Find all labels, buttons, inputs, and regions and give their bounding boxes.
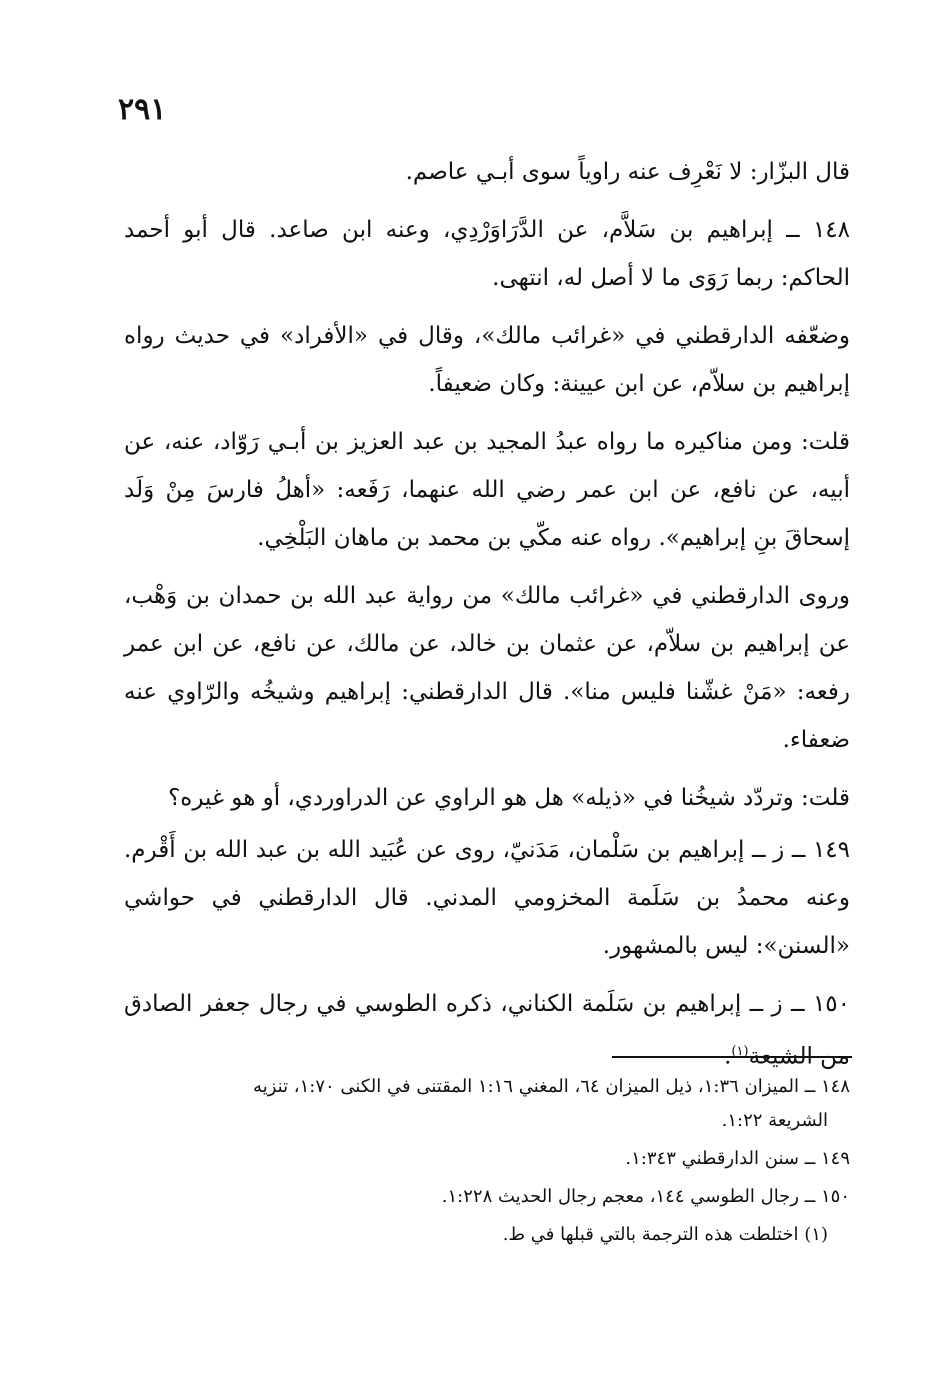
- paragraph: قلت: وتردّد شيخُنا في «ذيله» هل هو الراوي عن الدراوردي، أو هو غيره؟: [168, 785, 850, 811]
- main-text: [124, 148, 850, 1091]
- entry-150-period: .: [724, 1043, 732, 1070]
- entry-150-text: ١٥٠ ــ ز ــ إبراهيم بن سَلَمة الكناني، ذكره الطوسي في رجال جعفر الصادق من الشيعة: [124, 991, 850, 1070]
- footnote-149: ١٤٩ ــ سنن الدارقطني ١:٣٤٣.: [625, 1148, 850, 1169]
- footnote-divider: [612, 1056, 852, 1058]
- footnote-reference: (١): [731, 1044, 749, 1059]
- paragraph: قلت: ومن مناكيره ما رواه عبدُ المجيد بن عبد العزيز بن أبـي رَوّاد، عنه، عن أبيه، عن نافع، عن ابن عمر رضي الله عنهما، رَفَعه: «أهلُ فارسَ مِنْ وَلَد إسحاقَ بنِ إبراهيم». رواه عنه مكّي بن محمد بن ماهان البَلْخِي.: [124, 429, 850, 551]
- entry-149: ١٤٩ ــ ز ــ إبراهيم بن سَلْمان، مَدَنيّ، روى عن عُبَيد الله بن عبد الله بن أَقْرم. وعنه محمدُ بن سَلَمة المخزومي المدني. قال الدارقطني في حواشي «السنن»: ليس بالمشهور.: [124, 837, 850, 959]
- page-number: ٢٩١: [118, 92, 167, 127]
- entry-148: ١٤٨ ــ إبراهيم بن سَلاَّم، عن الدَّرَاوَرْدِي، وعنه ابن صاعد. قال أبو أحمد الحاكم: ربما رَوَى ما لا أصل له، انتهى.: [124, 217, 850, 291]
- paragraph: وروى الدارقطني في «غرائب مالك» من رواية عبد الله بن حمدان بن وَهْب، عن إبراهيم بن سلاّم، عن عثمان بن خالد، عن مالك، عن نافع، عن ابن عمر رفعه: «مَنْ غشّنا فليس منا». قال الدارقطني: إبراهيم وشيخُه والرّاوي عنه ضعفاء.: [124, 583, 850, 753]
- footnote-150: ١٥٠ ــ رجال الطوسي ١٤٤، معجم رجال الحديث ١:٢٢٨.: [441, 1186, 850, 1207]
- footnotes: [124, 1070, 850, 1256]
- footnote-148: ١٤٨ ــ الميزان ١:٣٦، ذيل الميزان ٦٤، المغني ١:١٦ المقتنى في الكنى ١:٧٠، تنزيه: [253, 1076, 850, 1097]
- paragraph: قال البزّار: لا نَعْرِف عنه راوياً سوى أبـي عاصم.: [405, 159, 850, 185]
- footnote-1: (١) اختلطت هذه الترجمة بالتي قبلها في ط.: [502, 1224, 828, 1245]
- entry-150: [124, 980, 850, 1081]
- footnote-148-continued: الشريعة ١:٢٢.: [721, 1110, 828, 1131]
- paragraph: وضعّفه الدارقطني في «غرائب مالك»، وقال في «الأفراد» في حديث رواه إبراهيم بن سلاّم، عن ابن عيينة: وكان ضعيفاً.: [124, 323, 850, 397]
